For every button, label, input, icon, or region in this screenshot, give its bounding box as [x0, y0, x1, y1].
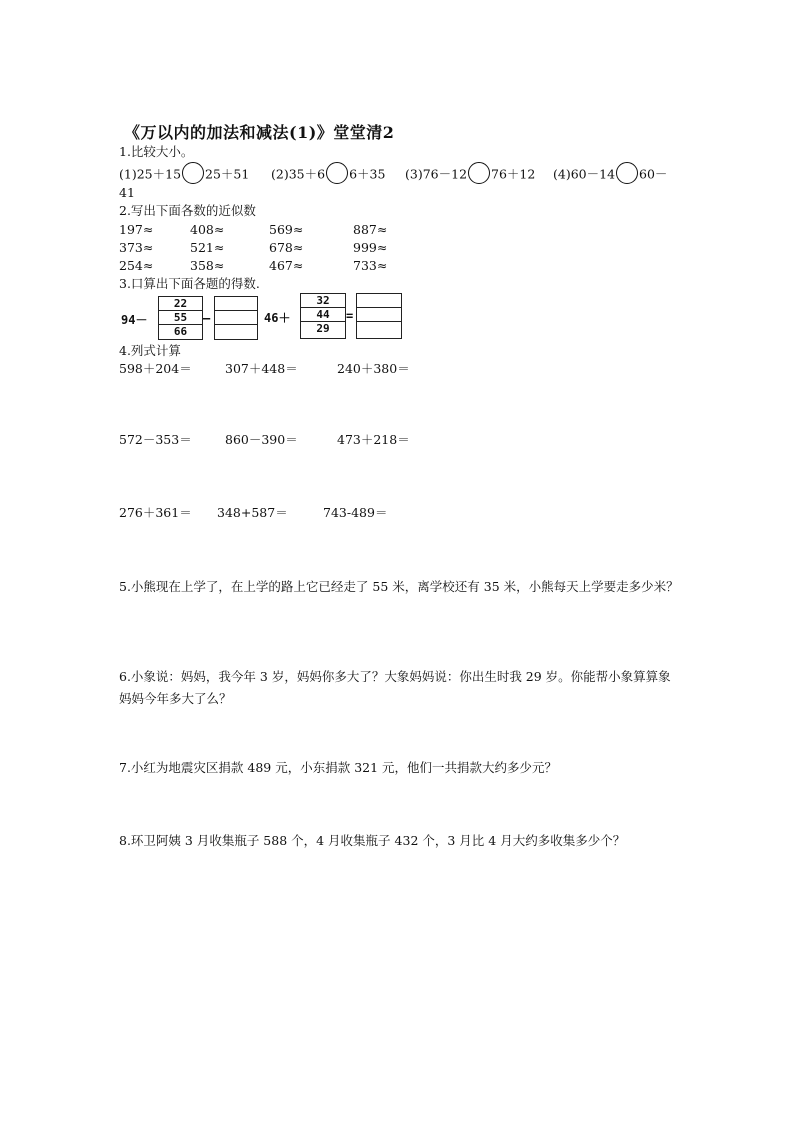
- q1-item-1-left: (1)25＋15: [119, 166, 182, 182]
- q2-r3-c2: 358≈: [190, 258, 225, 273]
- q2-heading: 2.写出下面各数的近似数: [119, 203, 256, 218]
- q4-r2-c3: 473＋218＝: [337, 432, 410, 447]
- q4-r2-c2: 860－390＝: [225, 432, 298, 447]
- q1-item-2: [271, 166, 385, 184]
- q3-right-values-box: [300, 293, 346, 339]
- answer-cell[interactable]: [357, 294, 401, 308]
- q3-right-answer-box[interactable]: [356, 293, 402, 339]
- q1-item-1: [119, 166, 249, 184]
- answer-cell[interactable]: [215, 325, 257, 338]
- q4-r2-c1: 572－353＝: [119, 432, 192, 447]
- q1-item-3-right: 76＋12: [491, 166, 536, 182]
- q2-r1-c1: 197≈: [119, 222, 154, 237]
- q1-item-2-right: 6＋35: [349, 166, 386, 182]
- q2-r1-c4: 887≈: [353, 222, 388, 237]
- q1-item-4: [553, 166, 667, 184]
- q3-right-value: 44: [301, 308, 345, 322]
- q3-right-prefix: 46＋: [264, 311, 291, 325]
- q2-r2-c2: 521≈: [190, 240, 225, 255]
- q3-left-answer-box[interactable]: [214, 296, 258, 340]
- q3-right-value: 32: [301, 294, 345, 308]
- q3-left-prefix: 94－: [121, 313, 148, 327]
- q3-left-values-box: [158, 296, 203, 340]
- answer-cell[interactable]: [215, 311, 257, 325]
- question-8: 8.环卫阿姨 3 月收集瓶子 588 个，4 月收集瓶子 432 个，3 月比 4 月大约多收集多少个？: [119, 833, 626, 848]
- answer-cell[interactable]: [357, 308, 401, 322]
- q4-r1-c3: 240＋380＝: [337, 361, 410, 376]
- q1-heading: 1.比较大小。: [119, 144, 194, 159]
- q3-left-op: –: [203, 311, 211, 325]
- q2-r3-c3: 467≈: [269, 258, 304, 273]
- compare-circle-3[interactable]: [468, 162, 490, 184]
- q1-overflow: 41: [119, 185, 135, 200]
- compare-circle-2[interactable]: [326, 162, 348, 184]
- q4-r1-c1: 598＋204＝: [119, 361, 192, 376]
- q2-r2-c4: 999≈: [353, 240, 388, 255]
- q1-item-4-left: (4)60－14: [553, 166, 616, 182]
- q2-r3-c1: 254≈: [119, 258, 154, 273]
- q4-r1-c2: 307＋448＝: [225, 361, 298, 376]
- page-title: 《万以内的加法和减法(1)》堂堂清2: [124, 123, 395, 142]
- q4-r3-c3: 743-489＝: [323, 505, 388, 520]
- q1-item-1-right: 25＋51: [205, 166, 250, 182]
- q2-r1-c2: 408≈: [190, 222, 225, 237]
- q3-heading: 3.口算出下面各题的得数.: [119, 276, 260, 291]
- q2-r2-c3: 678≈: [269, 240, 304, 255]
- q3-left-value: 55: [159, 311, 202, 325]
- q1-item-2-left: (2)35＋6: [271, 166, 326, 182]
- q1-item-4-right: 60－: [639, 166, 668, 182]
- q2-r1-c3: 569≈: [269, 222, 304, 237]
- question-7: 7.小红为地震灾区捐款 489 元，小东捐款 321 元，他们一共捐款大约多少元？: [119, 760, 558, 775]
- q2-r2-c1: 373≈: [119, 240, 154, 255]
- compare-circle-1[interactable]: [182, 162, 204, 184]
- q1-item-3-left: (3)76－12: [405, 166, 468, 182]
- q3-left-value: 66: [173, 325, 188, 338]
- compare-circle-4[interactable]: [616, 162, 638, 184]
- q4-r3-c2: 348+587＝: [217, 505, 288, 520]
- q1-item-3: [405, 166, 535, 184]
- answer-cell[interactable]: [215, 297, 257, 311]
- q3-left-value: 22: [159, 297, 202, 311]
- answer-cell[interactable]: [357, 322, 401, 335]
- q3-right-value: 29: [316, 322, 330, 335]
- q4-r3-c1: 276＋361＝: [119, 505, 192, 520]
- q4-heading: 4.列式计算: [119, 343, 181, 358]
- q2-r3-c4: 733≈: [353, 258, 388, 273]
- question-6: 6.小象说：妈妈，我今年 3 岁，妈妈你多大了？大象妈妈说：你出生时我 29 岁。你能帮小象算算象妈妈今年多大了么？: [119, 669, 671, 706]
- q3-right-op: =: [346, 309, 354, 323]
- question-5: 5.小熊现在上学了，在上学的路上它已经走了 55 米，离学校还有 35 米，小熊每天上学要走多少米？: [119, 579, 679, 594]
